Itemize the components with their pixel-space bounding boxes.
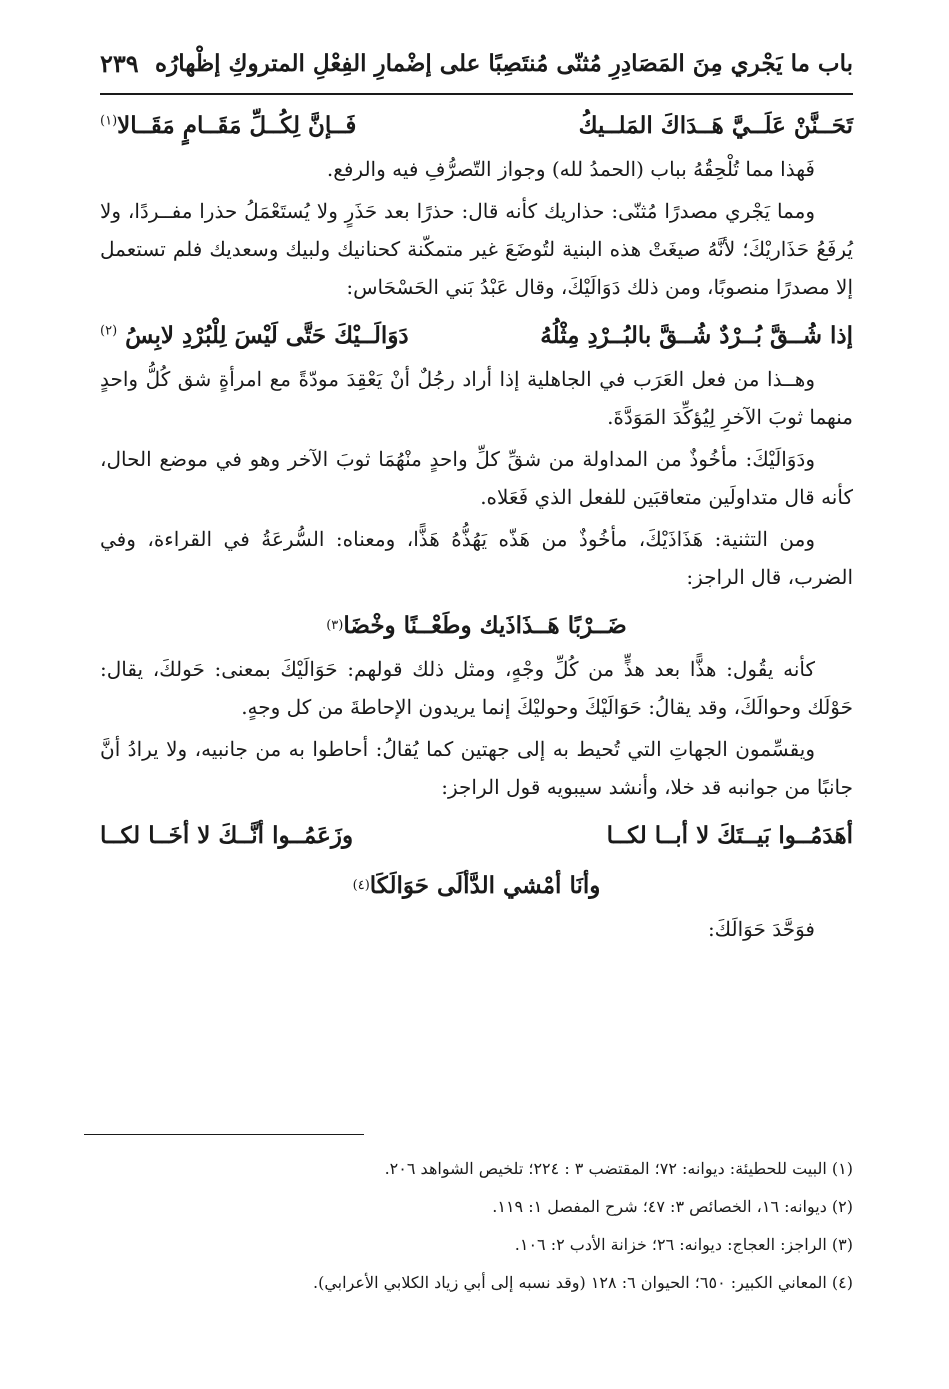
verse-1-hemistich-2: فَــإنَّ لِكُــلِّ مَقَــامٍ مَقَــالا$^{(١)}$ <box>100 111 357 139</box>
verse-4-hemistich-1: أهَدَمُــوا بَيــتَكَ لا أبــا لكــا <box>606 821 853 849</box>
paragraph-1: فَهذا مما تُلْحِقُهُ بباب (الحمدُ لله) وجواز التّصرُّفِ فيه والرفع. <box>326 157 815 181</box>
verse-4 <box>100 810 853 860</box>
footnotes <box>100 1150 853 1302</box>
paragraph-3: وهــذا من فعل العَرَب في الجاهلية إذا أراد رجُلٌ أنْ يَعْقِدَ مودّةً مع امرأةٍ شق كُلُّ واحدٍ منهما ثوبَ الآخرِ لِيُؤكِّدَ المَوَدَّةَ. <box>100 367 853 429</box>
paragraph-4: ودَوَالَيْكَ: مأخُوذٌ من المداولة من شقِّ كلِّ واحدٍ منْهُمَا ثوبَ الآخر وهو في موضع الحال، كأنه قال متداولَين متعاقبَين للفعل الذي فَعَلاه. <box>100 447 853 509</box>
footnote-rule <box>84 1134 364 1135</box>
verse-2 <box>100 310 853 360</box>
paragraph-2: ومما يَجْري مصدرًا مُثنّى: حذاريك كأنه قال: حذرًا بعد حَذَرٍ ولا يُستَعْمَلُ حذرا مفــردًا، ولا يُرفَعُ حَذَاريْكَ؛ لأنَّهُ صيغَتْ هذه البنية لتُوضَعَ غير متمكّنة كحنانيك ولبيك وسعديك فلم تستعمل إلا مصدرًا منصوبًا، ومن ذلك دَوَالَيْكَ، وقال عَبْدُ بَني الحَسْحَاس: <box>100 199 853 299</box>
paragraph-7: ويقسِّمون الجهاتِ التي تُحيط به إلى جهتين كما يُقالُ: أحاطوا به من جانبيه، ولا يرادُ أنَّ جانبًا من جوانبه قد خلا، وأنشد سيبويه قول الراجز: <box>100 737 853 799</box>
paragraph-5: ومن التثنية: هَذَاذَيْكَ، مأخُوذٌ من هَذّه يَهُذُّهُ هَذًّا، ومعناه: السُّرعَةُ في القراءة، وفي الضرب، قال الراجز: <box>100 527 853 589</box>
page-body <box>100 100 853 952</box>
verse-5-text: وأنَا أمْشي الدَّألَى حَوَالَكَا <box>369 871 601 899</box>
paragraph-8: فوَحَّدَ حَوَالَكَ: <box>707 917 815 941</box>
page-header <box>100 40 853 86</box>
footnote-ref-1: (١) <box>100 112 118 128</box>
footnote-1: (١) البيت للحطيئة: ديوانه: ٧٢؛ المقتضب ٣ : ٢٢٤؛ تلخيص الشواهد ٢٠٦. <box>384 1159 853 1178</box>
running-title: باب ما يَجْري مِنَ المَصَادِرِ مُثنّى مُنتَصِبًا على إضْمارِ الفِعْلِ المتروكِ إظْهارُه <box>155 49 853 77</box>
footnote-ref-4: (٤) <box>352 877 370 893</box>
verse-2-hemistich-1: إذا شُــقَّ بُــرْدٌ شُــقَّ بالبُــرْدِ مِثْلُهُ <box>540 321 853 349</box>
footnote-ref-2: (٢) <box>100 322 118 338</box>
footnote-2: (٢) ديوانه: ١٦، الخصائص ٣: ٤٧؛ شرح المفصل ١: ١١٩. <box>492 1197 853 1216</box>
verse-1-hemistich-1: تَحَــنَّنْ عَلَــيَّ هَــدَاكَ المَلــيكُ <box>578 111 853 139</box>
footnote-3: (٣) الراجز: العجاج: ديوانه: ٢٦؛ خزانة الأدب ٢: ١٠٦. <box>514 1235 853 1254</box>
footnote-4: (٤) المعاني الكبير: ٦٥٠؛ الحيوان ٦: ١٢٨ (وقد نسبه إلى أبي زياد الكلابي الأعرابي). <box>313 1273 853 1292</box>
verse-3 <box>100 600 853 650</box>
verse-3-text: ضَــرْبًا هَــذَاذَيك وطَعْــنًا وخْضَا <box>343 611 627 639</box>
verse-4-hemistich-2: وزَعَمُــوا أنَّــكَ لا أخَــا لكــا <box>100 821 354 849</box>
paragraph-6: كأنه يقُول: هذًّا بعد هذٍّ من كُلِّ وجْهٍ، ومثل ذلك قولهم: حَوَالَيْكَ بمعنى: حَولكَ، يقال: حَوْلَك وحوالَكَ، وقد يقالُ: حَوَالَيْكَ وحوليْكَ إنما يريدون الإحاطةَ من كل وجهٍ. <box>100 657 853 719</box>
verse-2-hemistich-2: دَوَالَــيْكَ حَتَّى لَيْسَ لِلْبُرْدِ لابِسُ $^{(٢)}$ <box>100 321 409 349</box>
verse-5 <box>100 860 853 910</box>
header-rule <box>100 93 853 95</box>
footnote-ref-3: (٣) <box>326 617 344 633</box>
page-number: ٢٣٩ <box>100 48 139 78</box>
verse-1 <box>100 100 853 150</box>
